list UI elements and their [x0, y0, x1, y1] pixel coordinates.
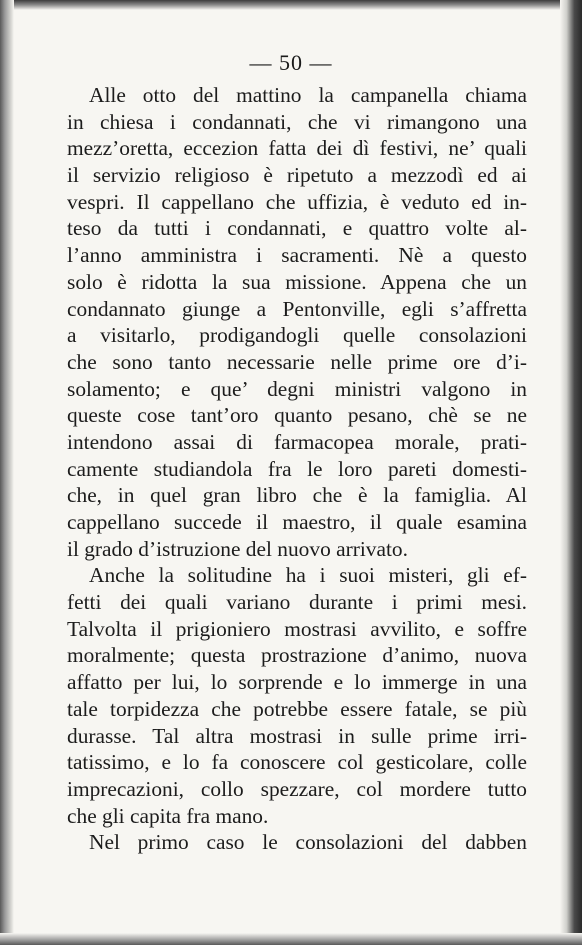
text-line: l’anno amministra i sacramenti. Nè a questo	[67, 243, 527, 268]
page-edge-bottom	[0, 933, 582, 945]
text-line: cappellano succede il maestro, il quale esamina	[67, 510, 527, 534]
text-line: che sono tanto necessarie nelle prime ore d’i-	[67, 349, 527, 374]
text-line: Alle otto del mattino la campanella chiama	[89, 83, 527, 107]
text-line: Nel primo caso le consolazioni del dabben	[89, 830, 527, 855]
text-line: teso da tutti i condannati, e quattro volte al-	[67, 216, 527, 241]
text-line: Anche la solitudine ha i suoi misteri, gli ef-	[89, 563, 527, 588]
text-line: durasse. Tal altra mostrasi in sulle prime irri-	[67, 723, 527, 748]
page-edge-right	[560, 0, 582, 945]
text-line: condannato giunge a Pentonville, egli s’affretta	[67, 296, 527, 321]
text-line: mezz’oretta, eccezion fatta dei dì festivi, ne’ quali	[67, 136, 527, 161]
page-number: — 50 —	[249, 50, 333, 75]
page-edge-top	[0, 0, 582, 10]
text-line: solo è ridotta la sua missione. Appena che un	[67, 269, 527, 294]
text-line: che, in quel gran libro che è la famiglia. Al	[67, 483, 527, 508]
text-line: il servizio religioso è ripetuto a mezzodì ed ai	[67, 163, 527, 188]
text-line: moralmente; questa prostrazione d’animo, nuova	[67, 643, 527, 668]
text-line: affatto per lui, lo sorprende e lo immerge in una	[67, 670, 527, 695]
text-line: vespri. Il cappellano che uffizia, è veduto ed in-	[67, 189, 527, 214]
text-line: che gli capita fra mano.	[67, 803, 269, 828]
text-line: il grado d’istruzione del nuovo arrivato.	[67, 536, 408, 561]
body-text	[67, 82, 527, 856]
text-line: intendono assai di farmacopea morale, prati-	[67, 429, 527, 454]
text-line: camente studiandola fra le loro pareti domesti-	[67, 456, 527, 481]
text-line: tatissimo, e lo fa conoscere col gesticolare, colle	[67, 750, 527, 775]
text-line: solamento; e que’ degni ministri valgono in	[67, 376, 527, 401]
text-line: queste cose tant’oro quanto pesano, chè se ne	[67, 403, 527, 428]
text-line: a visitarlo, prodigandogli quelle consolazioni	[67, 323, 527, 348]
text-line: fetti dei quali variano durante i primi mesi.	[67, 590, 527, 615]
text-line: in chiesa i condannati, che vi rimangono una	[67, 109, 527, 134]
text-line: Talvolta il prigioniero mostrasi avvilito, e soffre	[67, 616, 527, 641]
text-line: tale torpidezza che potrebbe essere fatale, se più	[67, 696, 527, 721]
page-edge-left	[0, 0, 14, 945]
text-line: imprecazioni, collo spezzare, col mordere tutto	[67, 776, 527, 801]
